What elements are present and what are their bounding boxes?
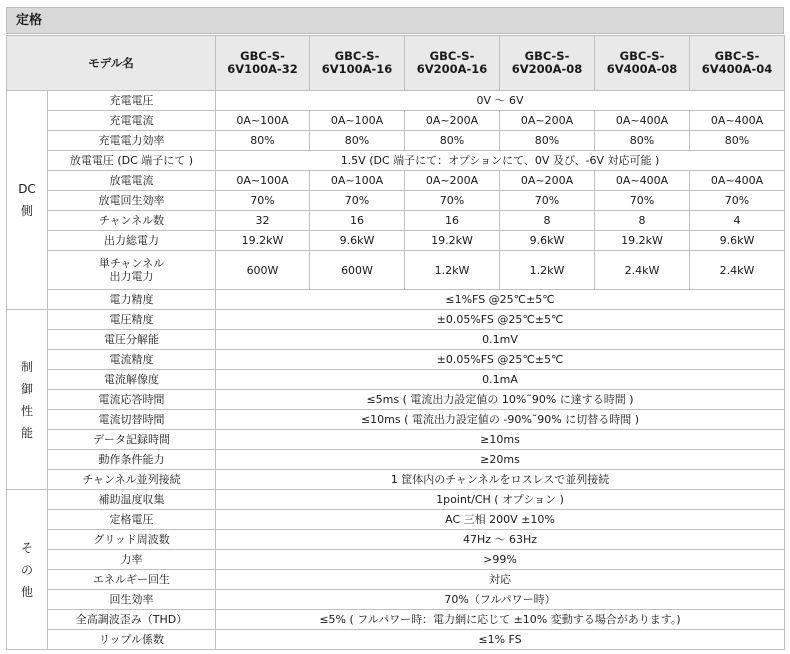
spec-value: 0A~100A bbox=[216, 111, 310, 131]
spec-value: 80% bbox=[690, 131, 785, 151]
spec-value: 0V ～ 6V bbox=[216, 91, 785, 111]
spec-value: ≤1%FS @25℃±5℃ bbox=[216, 290, 785, 310]
spec-value: 8 bbox=[500, 211, 595, 231]
table-row bbox=[7, 111, 785, 131]
spec-value: 19.2kW bbox=[405, 231, 500, 251]
row-label: 充電電力効率 bbox=[48, 131, 216, 151]
spec-value: 2.4kW bbox=[595, 251, 690, 290]
spec-value: 1.2kW bbox=[405, 251, 500, 290]
table-title: 定格 bbox=[6, 7, 784, 34]
spec-value: 80% bbox=[595, 131, 690, 151]
row-label: グリッド周波数 bbox=[48, 530, 216, 550]
table-row bbox=[7, 211, 785, 231]
table-row bbox=[7, 131, 785, 151]
row-label: 全高調波歪み（THD） bbox=[48, 610, 216, 630]
row-label: 出力総電力 bbox=[48, 231, 216, 251]
model-header: GBC-S- 6V200A-16 bbox=[405, 36, 500, 91]
spec-value: 600W bbox=[310, 251, 405, 290]
spec-value: 0A~200A bbox=[405, 111, 500, 131]
table-row bbox=[7, 410, 785, 430]
row-label: 放電回生効率 bbox=[48, 191, 216, 211]
row-label: データ記録時間 bbox=[48, 430, 216, 450]
table-row bbox=[7, 290, 785, 310]
table-row bbox=[7, 430, 785, 450]
table-row bbox=[7, 231, 785, 251]
model-header: GBC-S- 6V100A-32 bbox=[216, 36, 310, 91]
spec-value: 70% bbox=[216, 191, 310, 211]
table-row bbox=[7, 510, 785, 530]
model-header: GBC-S- 6V100A-16 bbox=[310, 36, 405, 91]
spec-value: 0A~200A bbox=[500, 111, 595, 131]
spec-value: 0A~400A bbox=[690, 171, 785, 191]
row-label: 補助温度収集 bbox=[48, 490, 216, 510]
table-row bbox=[7, 530, 785, 550]
model-header: GBC-S- 6V200A-08 bbox=[500, 36, 595, 91]
table-row bbox=[7, 610, 785, 630]
spec-value: 0A~100A bbox=[310, 111, 405, 131]
table-row bbox=[7, 390, 785, 410]
table-row bbox=[7, 191, 785, 211]
spec-value: 0A~200A bbox=[500, 171, 595, 191]
spec-value: 2.4kW bbox=[690, 251, 785, 290]
spec-value: ≤5ms ( 電流出力設定値の 10%˜90% に達する時間 ) bbox=[216, 390, 785, 410]
row-label: 電力精度 bbox=[48, 290, 216, 310]
spec-value: 70% bbox=[405, 191, 500, 211]
spec-value: 19.2kW bbox=[216, 231, 310, 251]
table-row bbox=[7, 91, 785, 111]
row-label: 電圧分解能 bbox=[48, 330, 216, 350]
spec-table bbox=[6, 35, 785, 650]
spec-value: 9.6kW bbox=[500, 231, 595, 251]
row-label: 電圧精度 bbox=[48, 310, 216, 330]
spec-value: ≤10ms ( 電流出力設定値の -90%˜90% に切替る時間 ) bbox=[216, 410, 785, 430]
spec-value: ≤1% FS bbox=[216, 630, 785, 650]
table-row bbox=[7, 370, 785, 390]
spec-value: ≥20ms bbox=[216, 450, 785, 470]
model-header: GBC-S- 6V400A-08 bbox=[595, 36, 690, 91]
section-category: DC 側 bbox=[7, 91, 48, 310]
row-label: チャンネル数 bbox=[48, 211, 216, 231]
spec-value: 80% bbox=[500, 131, 595, 151]
model-header: GBC-S- 6V400A-04 bbox=[690, 36, 785, 91]
row-label: 単チャンネル 出力電力 bbox=[48, 251, 216, 290]
spec-value: 70% bbox=[500, 191, 595, 211]
spec-value: 80% bbox=[405, 131, 500, 151]
row-label: 充電電流 bbox=[48, 111, 216, 131]
section-category: そ の 他 bbox=[7, 490, 48, 650]
header-row bbox=[7, 36, 785, 91]
table-row bbox=[7, 350, 785, 370]
spec-value: 19.2kW bbox=[595, 231, 690, 251]
spec-value: 32 bbox=[216, 211, 310, 231]
row-label: 放電電流 bbox=[48, 171, 216, 191]
spec-value: 1.5V (DC 端子にて：オプションにて、0V 及び、-6V 対応可能 ) bbox=[216, 151, 785, 171]
row-label: リップル係数 bbox=[48, 630, 216, 650]
table-row bbox=[7, 171, 785, 191]
spec-value: 0.1mA bbox=[216, 370, 785, 390]
spec-value: 9.6kW bbox=[690, 231, 785, 251]
spec-value: ≥10ms bbox=[216, 430, 785, 450]
row-label: 定格電圧 bbox=[48, 510, 216, 530]
model-name-header: モデル名 bbox=[7, 36, 216, 91]
spec-value: 16 bbox=[310, 211, 405, 231]
spec-value: 0A~400A bbox=[595, 171, 690, 191]
table-row bbox=[7, 490, 785, 510]
spec-value: 0A~400A bbox=[690, 111, 785, 131]
spec-value: AC 三相 200V ±10% bbox=[216, 510, 785, 530]
row-label: エネルギー回生 bbox=[48, 570, 216, 590]
row-label: 電流精度 bbox=[48, 350, 216, 370]
spec-value: 600W bbox=[216, 251, 310, 290]
spec-value: 0.1mV bbox=[216, 330, 785, 350]
spec-value: 1point/CH ( オプション ) bbox=[216, 490, 785, 510]
table-row bbox=[7, 550, 785, 570]
table-row bbox=[7, 450, 785, 470]
spec-value: 16 bbox=[405, 211, 500, 231]
table-row bbox=[7, 470, 785, 490]
spec-value: 1 筐体内のチャンネルをロスレスで並列接続 bbox=[216, 470, 785, 490]
table-row bbox=[7, 330, 785, 350]
spec-value: 70% bbox=[690, 191, 785, 211]
spec-value: 0A~200A bbox=[405, 171, 500, 191]
spec-value: 70%（フルパワー時） bbox=[216, 590, 785, 610]
table-row bbox=[7, 251, 785, 290]
row-label: 充電電圧 bbox=[48, 91, 216, 111]
row-label: チャンネル並列接続 bbox=[48, 470, 216, 490]
row-label: 電流応答時間 bbox=[48, 390, 216, 410]
row-label: 力率 bbox=[48, 550, 216, 570]
table-row bbox=[7, 151, 785, 171]
spec-value: 80% bbox=[216, 131, 310, 151]
spec-value: 70% bbox=[595, 191, 690, 211]
row-label: 放電電圧 (DC 端子にて ) bbox=[48, 151, 216, 171]
spec-value: ≤5% ( フルパワー時：電力網に応じて ±10% 変動する場合があります。) bbox=[216, 610, 785, 630]
spec-value: 0A~400A bbox=[595, 111, 690, 131]
row-label: 電流解像度 bbox=[48, 370, 216, 390]
spec-value: 対応 bbox=[216, 570, 785, 590]
table-row bbox=[7, 570, 785, 590]
spec-value: 1.2kW bbox=[500, 251, 595, 290]
row-label: 電流切替時間 bbox=[48, 410, 216, 430]
row-label: 回生効率 bbox=[48, 590, 216, 610]
row-label: 動作条件能力 bbox=[48, 450, 216, 470]
spec-value: 0A~100A bbox=[310, 171, 405, 191]
table-row bbox=[7, 310, 785, 330]
table-row bbox=[7, 630, 785, 650]
spec-value: >99% bbox=[216, 550, 785, 570]
spec-value: ±0.05%FS @25℃±5℃ bbox=[216, 310, 785, 330]
spec-value: 47Hz ～ 63Hz bbox=[216, 530, 785, 550]
spec-value: ±0.05%FS @25℃±5℃ bbox=[216, 350, 785, 370]
section-category: 制 御 性 能 bbox=[7, 310, 48, 490]
spec-value: 9.6kW bbox=[310, 231, 405, 251]
spec-value: 8 bbox=[595, 211, 690, 231]
spec-value: 0A~100A bbox=[216, 171, 310, 191]
spec-value: 4 bbox=[690, 211, 785, 231]
spec-value: 70% bbox=[310, 191, 405, 211]
table-row bbox=[7, 590, 785, 610]
spec-value: 80% bbox=[310, 131, 405, 151]
